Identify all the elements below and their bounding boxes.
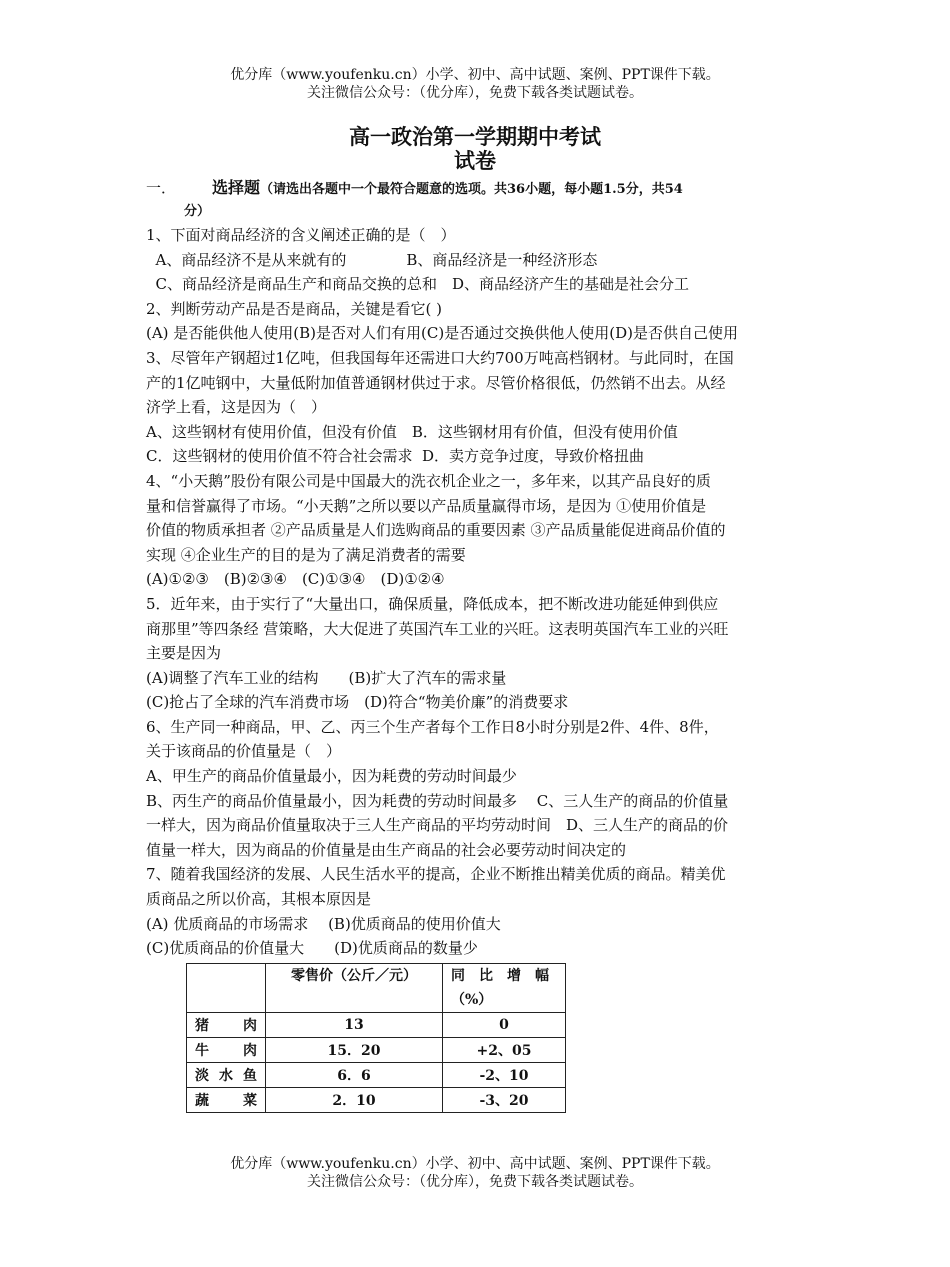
question-5 [146, 592, 808, 715]
table-cell-price: 2．10 [266, 1087, 443, 1112]
question-line: 关于该商品的价值量是（ ） [146, 742, 342, 761]
growth-header-label: 同 比 增 幅 [451, 967, 549, 984]
question-line: B、丙生产的商品价值量最小，因为耗费的劳动时间最多 C、三人生产的商品的价值量 [146, 791, 729, 810]
table-cell-item: 牛肉 [187, 1037, 266, 1062]
question-1 [146, 223, 808, 297]
title-line-1: 高一政治第一学期期中考试 [349, 124, 601, 149]
question-4 [146, 469, 808, 592]
question-line: (A) 优质商品的市场需求 (B)优质商品的使用价值大 [146, 914, 501, 933]
question-3 [146, 346, 808, 469]
table-cell-growth: -3、20 [443, 1087, 566, 1112]
footer-line-1: 优分库（www.youfenku.cn）小学、初中、高中试题、案例、PPT课件下载。 [230, 1156, 720, 1172]
table-header-cell: 零售价（公斤／元） [266, 963, 443, 1012]
question-line: 7、随着我国经济的发展、人民生活水平的提高，企业不断推出精美优质的商品。精美优 [146, 865, 726, 884]
exam-content [146, 177, 808, 1113]
question-list [146, 223, 808, 961]
question-line: 1、下面对商品经济的含义阐述正确的是（ ） [146, 226, 456, 244]
question-line: 值量一样大，因为商品的价值量是由生产商品的社会必要劳动时间决定的 [146, 840, 627, 859]
table-cell-growth: -2、10 [443, 1062, 566, 1087]
section-note-continued: 分） [184, 204, 211, 219]
growth-header-unit: （%） [451, 991, 493, 1008]
question-line: 2、判断劳动产品是否是商品，关键是看它( ) [146, 299, 443, 318]
table-row [187, 1087, 566, 1112]
question-line: 商那里”等四条经 营策略，大大促进了英国汽车工业的兴旺。这表明英国汽车工业的兴旺 [146, 619, 729, 638]
question-line: C．这些钢材的使用价值不符合社会需求 D．卖方竞争过度，导致价格扭曲 [146, 447, 645, 466]
question-line: 3、尽管年产钢超过1亿吨，但我国每年还需进口大约700万吨高档钢材。与此同时，在国 [146, 348, 734, 367]
question-line: 量和信誉赢得了市场。“小天鹅”之所以要以产品质量赢得市场，是因为 ①使用价值是 [146, 496, 707, 515]
question-line: C、商品经济是商品生产和商品交换的总和 D、商品经济产生的基础是社会分工 [146, 275, 690, 294]
question-line: A、这些钢材有使用价值，但没有价值 B．这些钢材用有价值，但没有使用价值 [146, 422, 678, 441]
section-title: 选择题 [212, 178, 261, 197]
question-line: A、甲生产的商品价值量最小，因为耗费的劳动时间最少 [146, 767, 517, 786]
section-note: （请选出各题中一个最符合题意的选项。共36小题，每小题1.5分，共54 [260, 182, 683, 197]
table-cell-growth: 0 [443, 1012, 566, 1037]
price-table [186, 963, 566, 1113]
question-line: 5．近年来，由于实行了“大量出口，确保质量，降低成本，把不断改进功能延伸到供应 [146, 594, 719, 613]
question-line: (A)调整了汽车工业的结构 (B)扩大了汽车的需求量 [146, 668, 507, 687]
title-line-2: 试卷 [454, 148, 496, 173]
question-line: 4、“小天鹅”股份有限公司是中国最大的洗衣机企业之一，多年来，以其产品良好的质 [146, 471, 711, 490]
table-row [187, 1012, 566, 1037]
table-cell-price: 15．20 [266, 1037, 443, 1062]
question-line: A、商品经济不是从来就有的 B、商品经济是一种经济形态 [146, 250, 598, 269]
question-line: 产的1亿吨钢中，大量低附加值普通钢材供过于求。尽管价格很低，仍然销不出去。从经 [146, 373, 726, 392]
question-line: 一样大，因为商品价值量取决于三人生产商品的平均劳动时间 D、三人生产的商品的价 [146, 816, 729, 835]
header-line-2: 关注微信公众号：（优分库），免费下载各类试题试卷。 [307, 85, 643, 101]
question-6 [146, 715, 808, 863]
table-cell-item: 淡水鱼 [187, 1062, 266, 1087]
question-2 [146, 297, 808, 346]
section-heading [146, 177, 808, 223]
page-header [0, 66, 950, 102]
table-cell-item: 蔬菜 [187, 1087, 266, 1112]
question-line: 质商品之所以价高，其根本原因是 [146, 890, 372, 909]
table-cell-item: 猪肉 [187, 1012, 266, 1037]
header-line-1: 优分库（www.youfenku.cn）小学、初中、高中试题、案例、PPT课件下载。 [230, 67, 720, 83]
table-cell-price: 13 [266, 1012, 443, 1037]
table-row [187, 1062, 566, 1087]
table-header-cell [187, 963, 266, 1012]
question-line: 济学上看，这是因为（ ） [146, 398, 327, 417]
question-line: 6、生产同一种商品，甲、乙、丙三个生产者每个工作日8小时分别是2件、4件、8件， [146, 717, 719, 736]
footer-line-2: 关注微信公众号：（优分库），免费下载各类试题试卷。 [307, 1174, 643, 1190]
page-title [0, 125, 950, 173]
table-cell-growth: +2、05 [443, 1037, 566, 1062]
question-line: (C)优质商品的价值量大 (D)优质商品的数量少 [146, 939, 478, 958]
question-7 [146, 862, 808, 960]
table-row [187, 1037, 566, 1062]
question-line: 实现 ④企业生产的目的是为了满足消费者的需要 [146, 545, 466, 564]
question-line: 价值的物质承担者 ②产品质量是人们选购商品的重要因素 ③产品质量能促进商品价值的 [146, 521, 726, 540]
table-header-row [187, 963, 566, 1012]
section-number: 一． [146, 179, 177, 197]
page-footer [0, 1155, 950, 1191]
table-cell-price: 6．6 [266, 1062, 443, 1087]
question-line: (A)①②③ (B)②③④ (C)①③④ (D)①②④ [146, 570, 445, 589]
question-line: (A) 是否能供他人使用(B)是否对人们有用(C)是否通过交换供他人使用(D)是否供自己使用 [146, 324, 738, 343]
question-line: 主要是因为 [146, 644, 222, 663]
question-line: (C)抢占了全球的汽车消费市场 (D)符合“物美价廉”的消费要求 [146, 693, 569, 712]
table-header-cell [443, 963, 566, 1012]
